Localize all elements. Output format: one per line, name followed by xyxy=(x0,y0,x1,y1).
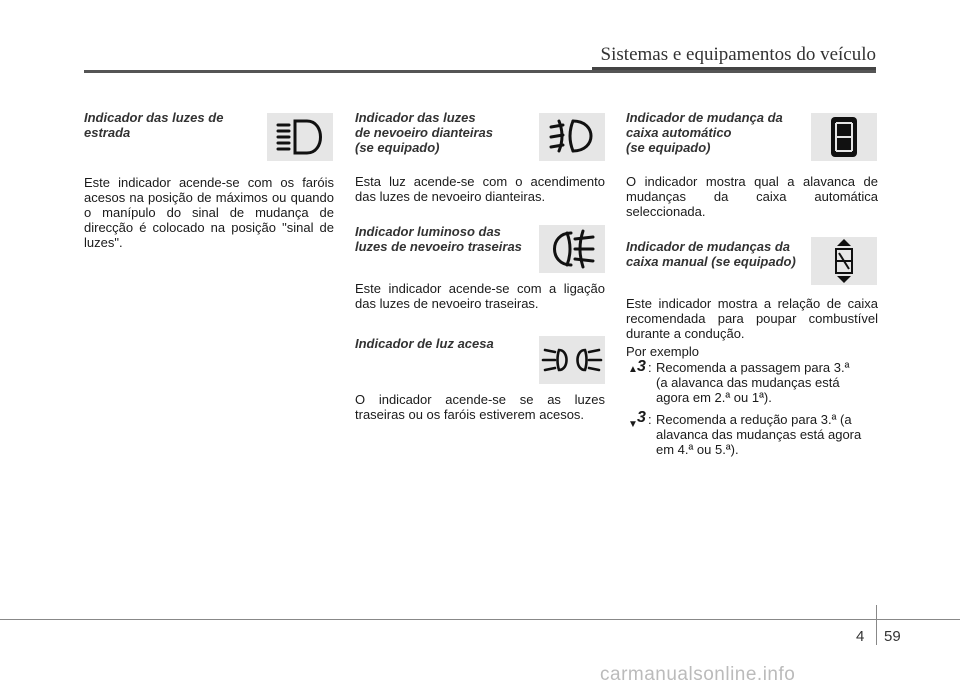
manual-gear-shift-indicator-icon xyxy=(811,237,877,285)
footer-rule xyxy=(0,619,960,620)
page-number: 59 xyxy=(884,628,901,645)
section-body-light-on: O indicador acende-se se as luzes traseiras ou os faróis estiverem acesos. xyxy=(355,392,605,422)
example-downshift: ▼ 3 : Recomenda a redução para 3.ª (a alavanca das mudanças está agora em 4.ª ou 5.ª). xyxy=(628,409,862,457)
section-body-automatic-gear: O indicador mostra qual a alavanca de mudanças da caixa automática seleccionada. xyxy=(626,174,878,219)
section-heading-front-fog: Indicador das luzes de nevoeiro dianteiras (se equipado) xyxy=(355,110,493,155)
section-heading-manual-gear: Indicador de mudanças da caixa manual (se equipado) xyxy=(626,239,796,269)
upshift-arrow-icon: ▲ xyxy=(628,364,638,375)
downshift-arrow-icon: ▼ xyxy=(628,419,638,430)
section-body-front-fog: Esta luz acende-se com o acendimento das luzes de nevoeiro dianteiras. xyxy=(355,174,605,204)
footer-divider xyxy=(876,605,877,645)
rear-fog-light-icon xyxy=(539,225,605,273)
section-body-rear-fog: Este indicador acende-se com a ligação das luzes de nevoeiro traseiras. xyxy=(355,281,605,311)
page-header-title: Sistemas e equipamentos do veículo xyxy=(600,44,876,65)
high-beam-icon xyxy=(267,113,333,161)
automatic-gear-indicator-icon xyxy=(811,113,877,161)
chapter-number: 4 xyxy=(856,628,865,645)
section-heading-light-on: Indicador de luz acesa xyxy=(355,336,494,351)
section-heading-high-beam: Indicador das luzes de estrada xyxy=(84,110,224,140)
example-label: Por exemplo xyxy=(626,344,699,359)
watermark: carmanualsonline.info xyxy=(600,664,796,685)
header-rule xyxy=(84,70,876,73)
section-heading-automatic-gear: Indicador de mudança da caixa automático (se equipado) xyxy=(626,110,783,155)
section-heading-rear-fog: Indicador luminoso das luzes de nevoeiro traseiras xyxy=(355,224,522,254)
example-upshift: ▲ 3 : Recomenda a passagem para 3.ª (a alavanca das mudanças está agora em 2.ª ou 1ª). xyxy=(628,358,850,405)
gear-number-symbol: 3 xyxy=(637,409,646,426)
section-body-high-beam: Este indicador acende-se com os faróis acesos na posição de máximos ou quando o manípulo do sinal de mudança de direcção é colocado na posição "sinal de luzes". xyxy=(84,175,334,250)
section-body-manual-gear: Este indicador mostra a relação de caixa recomendada para poupar combustível durante a condução. xyxy=(626,296,878,341)
gear-number-symbol: 3 xyxy=(637,358,646,375)
front-fog-light-icon xyxy=(539,113,605,161)
light-on-icon xyxy=(539,336,605,384)
